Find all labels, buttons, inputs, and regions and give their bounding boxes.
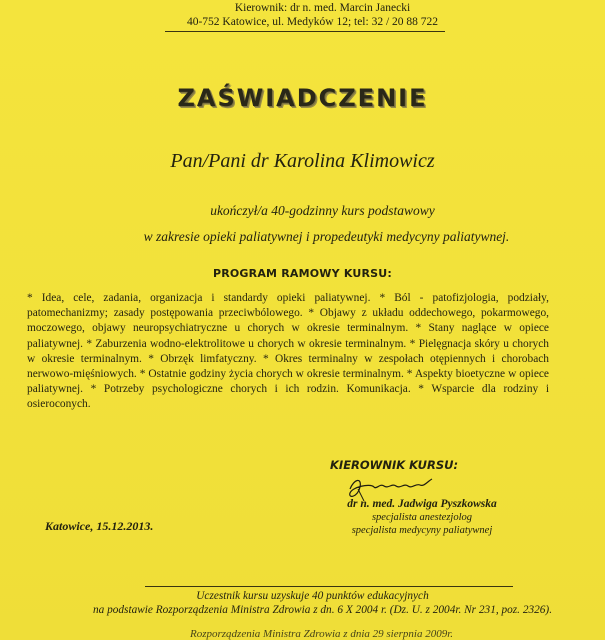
place-and-date: Katowice, 15.12.2013.: [45, 519, 154, 533]
signatory-role-1: specjalista anestezjolog: [371, 512, 473, 523]
footer-line-3: Rozporządzenia Ministra Zdrowia z dnia 29 sierpnia 2009r.: [190, 628, 454, 640]
header-address: 40-752 Katowice, ul. Medyków 12; tel: 32 / 20 88 722: [186, 16, 439, 28]
course-director-heading: KIEROWNIK KURSU:: [330, 458, 459, 472]
program-text: * Idea, cele, zadania, organizacja i standardy opieki paliatywnej. * Ból - patofizjologia, podziały, patomechanizmy; zasady postępowania przeciwbólowego. * Objawy z układu oddechowego, pokarmowego, moczowego, objawy neuropsychiatryczne u chorych w okresie terminalnym. * Stany naglące w opiece paliatywnej. * Zaburzenia wodno-elektrolitowe u chorych w okresie terminalnym. * Pielęgnacja skóry u chorych w okresie terminalnym. * Obrzęk limfatyczny. * Okres terminalny w zespołach otępiennych i chorobach nerwowo-mięśniowych. * Ostatnie godziny życia chorych w okresie terminalnym. * Aspekty bioetyczne w opiece paliatywnej. * Potrzeby psychologiczne chorych i ich rodzin. Komunikacja. * Wsparcie dla rodziny i osieroconych.: [27, 292, 549, 411]
header-divider: [165, 31, 445, 32]
signatory-role-2: specjalista medycyny paliatywnej: [351, 525, 493, 536]
program-title: PROGRAM RAMOWY KURSU:: [212, 267, 393, 280]
header-director: Kierownik: dr n. med. Marcin Janecki: [234, 2, 411, 14]
footer-divider: [145, 586, 513, 587]
course-line-1: ukończył/a 40-godzinny kurs podstawowy: [210, 203, 435, 218]
footer-line-2: na podstawie Rozporządzenia Ministra Zdrowia z dn. 6 X 2004 r. (Dz. U. z 2004r. Nr 231, poz. 2326).: [92, 604, 553, 616]
footer-line-1: Uczestnik kursu uzyskuje 40 punktów edukacyjnych: [196, 590, 429, 602]
course-line-2: w zakresie opieki paliatywnej i propedeutyki medycyny paliatywnej.: [143, 229, 510, 244]
document-title: ZAŚWIADCZENIE: [177, 84, 428, 112]
signatory-name: dr n. med. Jadwiga Pyszkowska: [347, 498, 497, 510]
recipient-name: Pan/Pani dr Karolina Klimowicz: [170, 150, 435, 172]
